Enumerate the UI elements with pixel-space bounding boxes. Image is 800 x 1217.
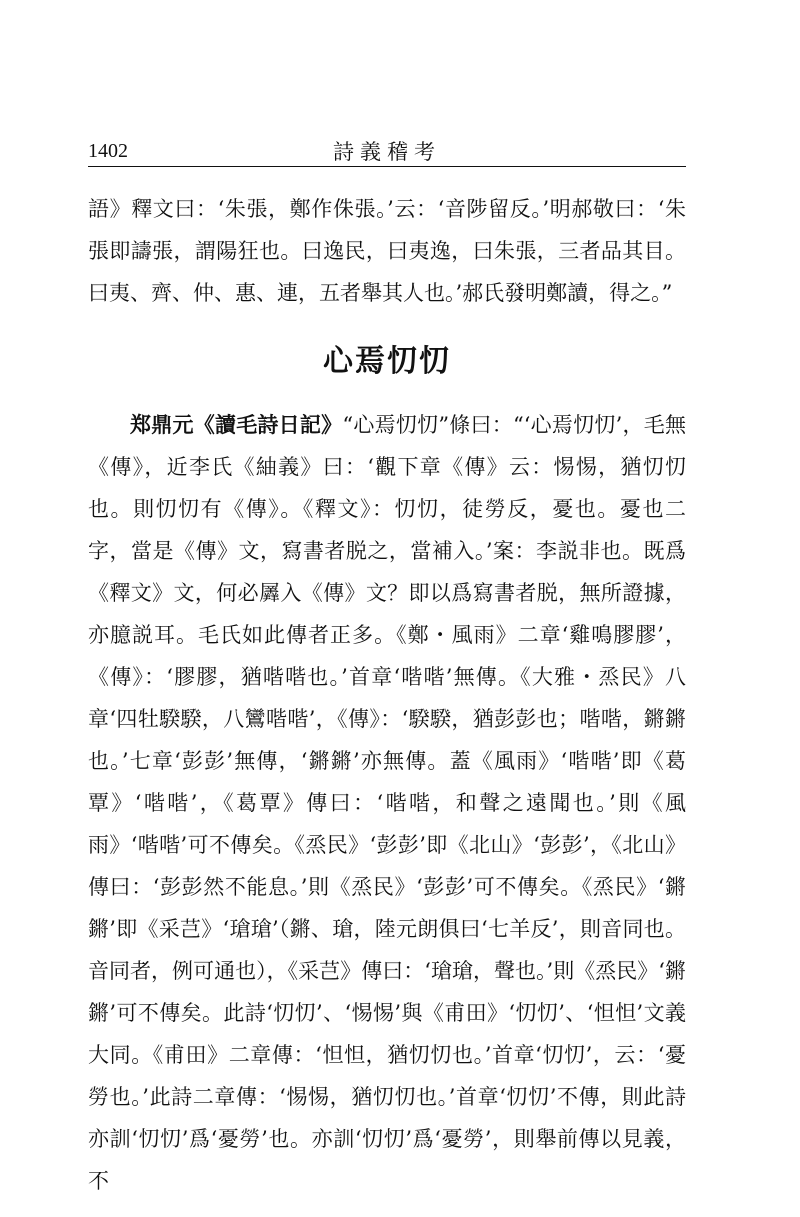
- page-number: 1402: [88, 140, 128, 162]
- running-header: [88, 136, 686, 168]
- section-paragraph: [88, 404, 686, 1202]
- header-rule: [88, 166, 686, 167]
- paragraph-text: “心焉忉忉”條曰：“‘心焉忉忉’，毛無《傳》，近李氏《紬義》曰：‘觀下章《傳》云：惕惕，猶忉忉也。則忉忉有《傳》。《釋文》：忉忉，徒勞反，憂也。憂也二字，當是《傳》文，寫書者脱之，當補入。’案：李説非也。既爲《釋文》文，何必羼入《傳》文？即以爲寫書者脱，無所證據，亦臆説耳。毛氏如此傳者正多。《鄭・風雨》二章‘雞鳴膠膠’，《傳》：‘膠膠，猶喈喈也。’首章‘喈喈’無傳。《大雅・烝民》八章‘四牡騤騤，八鸞喈喈’，《傳》：‘騤騤，猶彭彭也；喈喈，鏘鏘也。’七章‘彭彭’無傳，‘鏘鏘’亦無傳。蓋《風雨》‘喈喈’即《葛覃》‘喈喈’，《葛覃》傳曰：‘喈喈，和聲之遠聞也。’則《風雨》‘喈喈’可不傳矣。《烝民》‘彭彭’即《北山》‘彭彭’，《北山》傳曰：‘彭彭然不能息。’則《烝民》‘彭彭’可不傳矣。《烝民》‘鏘鏘’即《采芑》‘瑲瑲’（鏘、瑲，陸元朗俱曰‘七羊反’，則音同也。音同者，例可通也），《采芑》傳曰：‘瑲瑲，聲也。’則《烝民》‘鏘鏘’可不傳矣。此詩‘忉忉’、‘惕惕’與《甫田》‘忉忉’、‘怛怛’文義大同。《甫田》二章傳：‘怛怛，猶忉忉也。’首章‘忉忉’，云：‘憂勞也。’此詩二章傳：‘惕惕，猶忉忉也。’首章‘忉忉’不傳，則此詩亦訓‘忉忉’爲‘憂勞’也。亦訓‘忉忉’爲‘憂勞’，則舉前傳以見義，不: [88, 413, 687, 1193]
- section-title: 心焉忉忉: [323, 344, 451, 379]
- running-title: 詩義稽考: [333, 140, 441, 164]
- citation-lead: 郑鼎元《讀毛詩日記》: [130, 412, 343, 437]
- continued-paragraph: 語》釋文曰：‘朱張，鄭作侏張。’云：‘音陟留反。’明郝敬曰：‘朱張即譸張，謂陽狂也。曰逸民，曰夷逸，曰朱張，三者品其目。曰夷、齊、仲、惠、連，五者舉其人也。’郝氏發明鄭讀，得之。”: [88, 197, 686, 305]
